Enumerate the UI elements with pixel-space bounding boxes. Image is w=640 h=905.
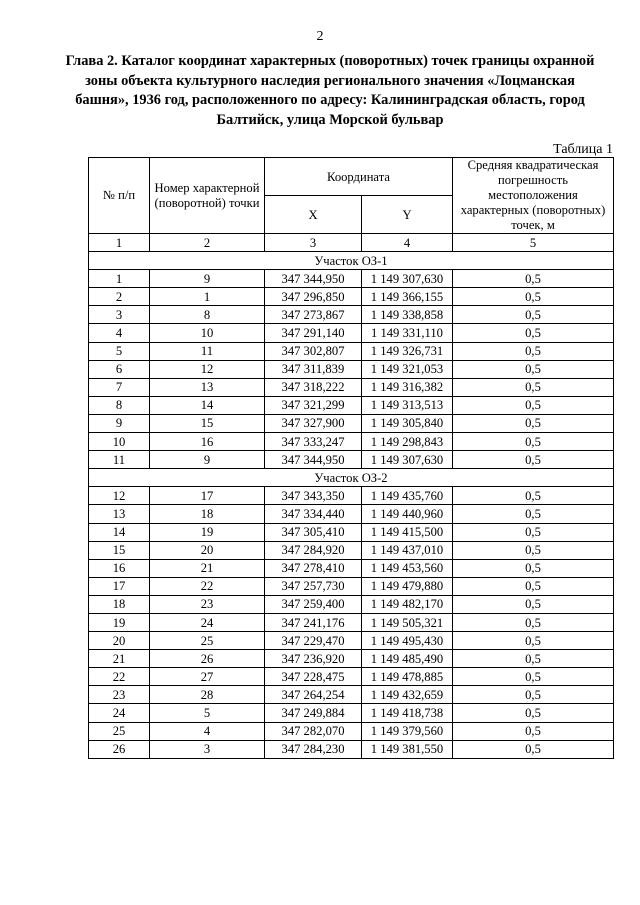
point-num-cell: 16: [150, 433, 265, 451]
row-num-cell: 20: [89, 632, 150, 650]
table-row: [89, 487, 614, 505]
row-num-cell: 11: [89, 451, 150, 469]
row-num-cell: 9: [89, 414, 150, 432]
x-coord-cell: 347 344,950: [265, 270, 362, 288]
table-row: [89, 505, 614, 523]
x-coord-cell: 347 343,350: [265, 487, 362, 505]
row-num-cell: 21: [89, 650, 150, 668]
row-num-cell: 14: [89, 523, 150, 541]
point-num-cell: 4: [150, 722, 265, 740]
row-num-cell: 2: [89, 288, 150, 306]
x-coord-cell: 347 333,247: [265, 433, 362, 451]
y-coord-cell: 1 149 495,430: [362, 632, 453, 650]
row-num-cell: 19: [89, 613, 150, 631]
table-row: [89, 541, 614, 559]
y-coord-cell: 1 149 505,321: [362, 613, 453, 631]
point-num-cell: 5: [150, 704, 265, 722]
error-cell: 0,5: [453, 523, 614, 541]
row-num-cell: 24: [89, 704, 150, 722]
row-num-cell: 17: [89, 577, 150, 595]
error-cell: 0,5: [453, 740, 614, 758]
error-cell: 0,5: [453, 288, 614, 306]
point-num-cell: 10: [150, 324, 265, 342]
table-row: [89, 613, 614, 631]
point-num-cell: 8: [150, 306, 265, 324]
point-num-cell: 21: [150, 559, 265, 577]
point-num-cell: 1: [150, 288, 265, 306]
table-row: [89, 414, 614, 432]
point-num-cell: 15: [150, 414, 265, 432]
table-index-row: [89, 234, 614, 252]
table-row: [89, 342, 614, 360]
table-row: [89, 559, 614, 577]
y-coord-cell: 1 149 305,840: [362, 414, 453, 432]
x-coord-cell: 347 284,920: [265, 541, 362, 559]
y-coord-cell: 1 149 326,731: [362, 342, 453, 360]
table-row: [89, 396, 614, 414]
error-cell: 0,5: [453, 505, 614, 523]
y-coord-cell: 1 149 478,885: [362, 668, 453, 686]
point-num-cell: 9: [150, 270, 265, 288]
point-num-cell: 24: [150, 613, 265, 631]
index-cell: 5: [453, 234, 614, 252]
table-row: [89, 433, 614, 451]
table-row: [89, 740, 614, 758]
y-coord-cell: 1 149 479,880: [362, 577, 453, 595]
x-coord-cell: 347 257,730: [265, 577, 362, 595]
point-num-cell: 17: [150, 487, 265, 505]
x-coord-cell: 347 311,839: [265, 360, 362, 378]
row-num-cell: 23: [89, 686, 150, 704]
section-row: [89, 252, 614, 270]
table-body: [89, 252, 614, 759]
table-row: [89, 523, 614, 541]
header-num: № п/п: [89, 158, 150, 234]
y-coord-cell: 1 149 307,630: [362, 451, 453, 469]
index-cell: 1: [89, 234, 150, 252]
point-num-cell: 19: [150, 523, 265, 541]
error-cell: 0,5: [453, 613, 614, 631]
error-cell: 0,5: [453, 722, 614, 740]
y-coord-cell: 1 149 321,053: [362, 360, 453, 378]
y-coord-cell: 1 149 331,110: [362, 324, 453, 342]
row-num-cell: 22: [89, 668, 150, 686]
point-num-cell: 13: [150, 378, 265, 396]
x-coord-cell: 347 259,400: [265, 595, 362, 613]
error-cell: 0,5: [453, 632, 614, 650]
row-num-cell: 12: [89, 487, 150, 505]
section-title: Участок ОЗ-1: [89, 252, 614, 270]
y-coord-cell: 1 149 381,550: [362, 740, 453, 758]
x-coord-cell: 347 249,884: [265, 704, 362, 722]
point-num-cell: 28: [150, 686, 265, 704]
x-coord-cell: 347 321,299: [265, 396, 362, 414]
x-coord-cell: 347 264,254: [265, 686, 362, 704]
point-num-cell: 22: [150, 577, 265, 595]
row-num-cell: 16: [89, 559, 150, 577]
row-num-cell: 7: [89, 378, 150, 396]
index-cell: 3: [265, 234, 362, 252]
y-coord-cell: 1 149 379,560: [362, 722, 453, 740]
error-cell: 0,5: [453, 306, 614, 324]
row-num-cell: 8: [89, 396, 150, 414]
table-row: [89, 632, 614, 650]
table-row: [89, 722, 614, 740]
table-row: [89, 306, 614, 324]
row-num-cell: 26: [89, 740, 150, 758]
table-row: [89, 451, 614, 469]
x-coord-cell: 347 327,900: [265, 414, 362, 432]
table-header-row: [89, 158, 614, 196]
x-coord-cell: 347 282,070: [265, 722, 362, 740]
table-row: [89, 668, 614, 686]
error-cell: 0,5: [453, 686, 614, 704]
row-num-cell: 6: [89, 360, 150, 378]
y-coord-cell: 1 149 298,843: [362, 433, 453, 451]
section-row: [89, 469, 614, 487]
error-cell: 0,5: [453, 378, 614, 396]
x-coord-cell: 347 236,920: [265, 650, 362, 668]
table-row: [89, 378, 614, 396]
table-caption: Таблица 1: [553, 142, 613, 157]
index-cell: 4: [362, 234, 453, 252]
header-x: X: [265, 196, 362, 234]
x-coord-cell: 347 291,140: [265, 324, 362, 342]
header-y: Y: [362, 196, 453, 234]
error-cell: 0,5: [453, 704, 614, 722]
error-cell: 0,5: [453, 270, 614, 288]
table-row: [89, 577, 614, 595]
header-error: Средняя квадратическая погрешность местоположения характерных (поворотных) точек, м: [453, 158, 614, 234]
x-coord-cell: 347 284,230: [265, 740, 362, 758]
table-row: [89, 704, 614, 722]
row-num-cell: 13: [89, 505, 150, 523]
x-coord-cell: 347 305,410: [265, 523, 362, 541]
y-coord-cell: 1 149 418,738: [362, 704, 453, 722]
y-coord-cell: 1 149 435,760: [362, 487, 453, 505]
row-num-cell: 4: [89, 324, 150, 342]
point-num-cell: 3: [150, 740, 265, 758]
x-coord-cell: 347 334,440: [265, 505, 362, 523]
error-cell: 0,5: [453, 433, 614, 451]
x-coord-cell: 347 296,850: [265, 288, 362, 306]
x-coord-cell: 347 229,470: [265, 632, 362, 650]
table-row: [89, 650, 614, 668]
error-cell: 0,5: [453, 324, 614, 342]
page-number: 2: [316, 29, 324, 44]
error-cell: 0,5: [453, 595, 614, 613]
point-num-cell: 23: [150, 595, 265, 613]
table-row: [89, 595, 614, 613]
point-num-cell: 25: [150, 632, 265, 650]
coordinates-table: [88, 157, 614, 759]
y-coord-cell: 1 149 485,490: [362, 650, 453, 668]
header-coordinate: Координата: [265, 158, 453, 196]
point-num-cell: 11: [150, 342, 265, 360]
x-coord-cell: 347 228,475: [265, 668, 362, 686]
point-num-cell: 26: [150, 650, 265, 668]
x-coord-cell: 347 302,807: [265, 342, 362, 360]
error-cell: 0,5: [453, 396, 614, 414]
row-num-cell: 1: [89, 270, 150, 288]
chapter-heading: Глава 2. Каталог координат характерных (поворотных) точек границы охранной зоны объекта культурного наследия регионального значения «Лоцманская башня», 1936 год, расположенного по адресу: Калининградская область, город Балтийск, улица Морской бульвар: [65, 53, 595, 128]
point-num-cell: 12: [150, 360, 265, 378]
row-num-cell: 5: [89, 342, 150, 360]
header-point: Номер характерной (поворотной) точки: [150, 158, 265, 234]
y-coord-cell: 1 149 432,659: [362, 686, 453, 704]
x-coord-cell: 347 273,867: [265, 306, 362, 324]
table-row: [89, 288, 614, 306]
point-num-cell: 9: [150, 451, 265, 469]
point-num-cell: 27: [150, 668, 265, 686]
x-coord-cell: 347 241,176: [265, 613, 362, 631]
y-coord-cell: 1 149 307,630: [362, 270, 453, 288]
error-cell: 0,5: [453, 541, 614, 559]
x-coord-cell: 347 344,950: [265, 451, 362, 469]
error-cell: 0,5: [453, 650, 614, 668]
error-cell: 0,5: [453, 360, 614, 378]
y-coord-cell: 1 149 316,382: [362, 378, 453, 396]
point-num-cell: 18: [150, 505, 265, 523]
y-coord-cell: 1 149 453,560: [362, 559, 453, 577]
point-num-cell: 14: [150, 396, 265, 414]
table-row: [89, 360, 614, 378]
row-num-cell: 15: [89, 541, 150, 559]
y-coord-cell: 1 149 366,155: [362, 288, 453, 306]
y-coord-cell: 1 149 440,960: [362, 505, 453, 523]
error-cell: 0,5: [453, 668, 614, 686]
row-num-cell: 25: [89, 722, 150, 740]
x-coord-cell: 347 278,410: [265, 559, 362, 577]
index-cell: 2: [150, 234, 265, 252]
error-cell: 0,5: [453, 414, 614, 432]
y-coord-cell: 1 149 437,010: [362, 541, 453, 559]
row-num-cell: 10: [89, 433, 150, 451]
y-coord-cell: 1 149 313,513: [362, 396, 453, 414]
error-cell: 0,5: [453, 577, 614, 595]
point-num-cell: 20: [150, 541, 265, 559]
row-num-cell: 3: [89, 306, 150, 324]
error-cell: 0,5: [453, 342, 614, 360]
y-coord-cell: 1 149 482,170: [362, 595, 453, 613]
table-row: [89, 270, 614, 288]
section-title: Участок ОЗ-2: [89, 469, 614, 487]
y-coord-cell: 1 149 338,858: [362, 306, 453, 324]
table-row: [89, 686, 614, 704]
error-cell: 0,5: [453, 559, 614, 577]
table-row: [89, 324, 614, 342]
error-cell: 0,5: [453, 487, 614, 505]
x-coord-cell: 347 318,222: [265, 378, 362, 396]
row-num-cell: 18: [89, 595, 150, 613]
error-cell: 0,5: [453, 451, 614, 469]
y-coord-cell: 1 149 415,500: [362, 523, 453, 541]
